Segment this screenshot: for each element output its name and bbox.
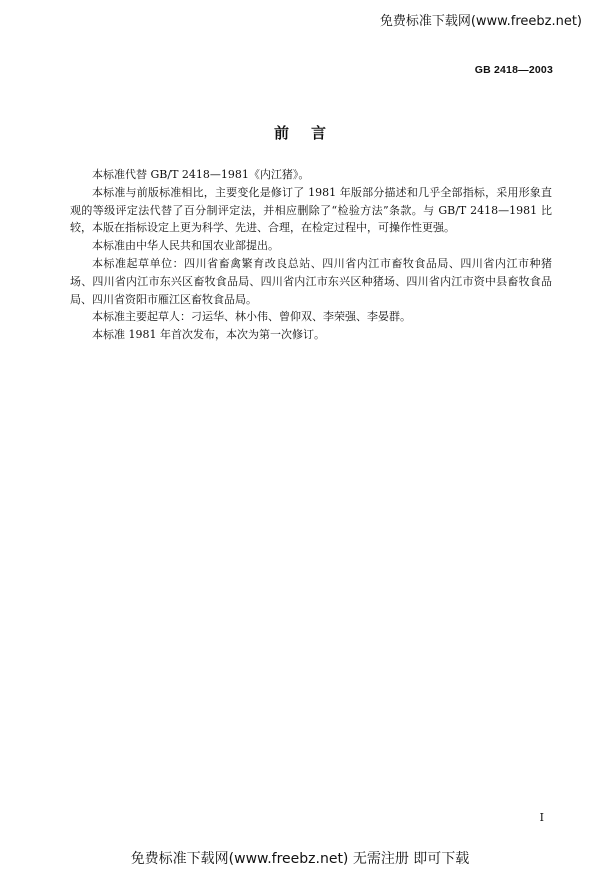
watermark-top: 免费标准下载网(www.freebz.net): [379, 14, 582, 29]
paragraph-drafting-units: 本标准起草单位：四川省畜禽繁育改良总站、四川省内江市畜牧食品局、四川省内江市种猪场、四川省内江市东兴区畜牧食品局、四川省内江市东兴区种猪场、四川省内江市资中县畜牧食品局、四川省资阳市雁江区畜牧食品局。: [70, 256, 552, 306]
page-number: I: [539, 811, 544, 824]
paragraph-proposer: 本标准由中华人民共和国农业部提出。: [92, 239, 279, 253]
paragraph-history: 本标准 1981 年首次发布，本次为第一次修订。: [92, 328, 325, 342]
foreword-body: [70, 166, 552, 344]
page-title: 前言: [273, 124, 348, 142]
watermark-bottom: 免费标准下载网(www.freebz.net) 无需注册 即可下载: [130, 851, 470, 867]
paragraph-changes: 本标准与前版标准相比，主要变化是修订了 1981 年版部分描述和几乎全部指标，采用形象直观的等级评定法代替了百分制评定法，并相应删除了“检验方法”条款。与 GB/T 2418—1981 比较，本版在指标设定上更为科学、先进、合理，在检定过程中，可操作性更强。: [70, 185, 552, 235]
standard-number: GB 2418—2003: [474, 64, 553, 76]
paragraph-drafters: 本标准主要起草人：刁运华、林小伟、曾仰双、李荣强、李晏群。: [92, 310, 411, 324]
paragraph-replaces: 本标准代替 GB/T 2418—1981《内江猪》。: [92, 168, 310, 181]
